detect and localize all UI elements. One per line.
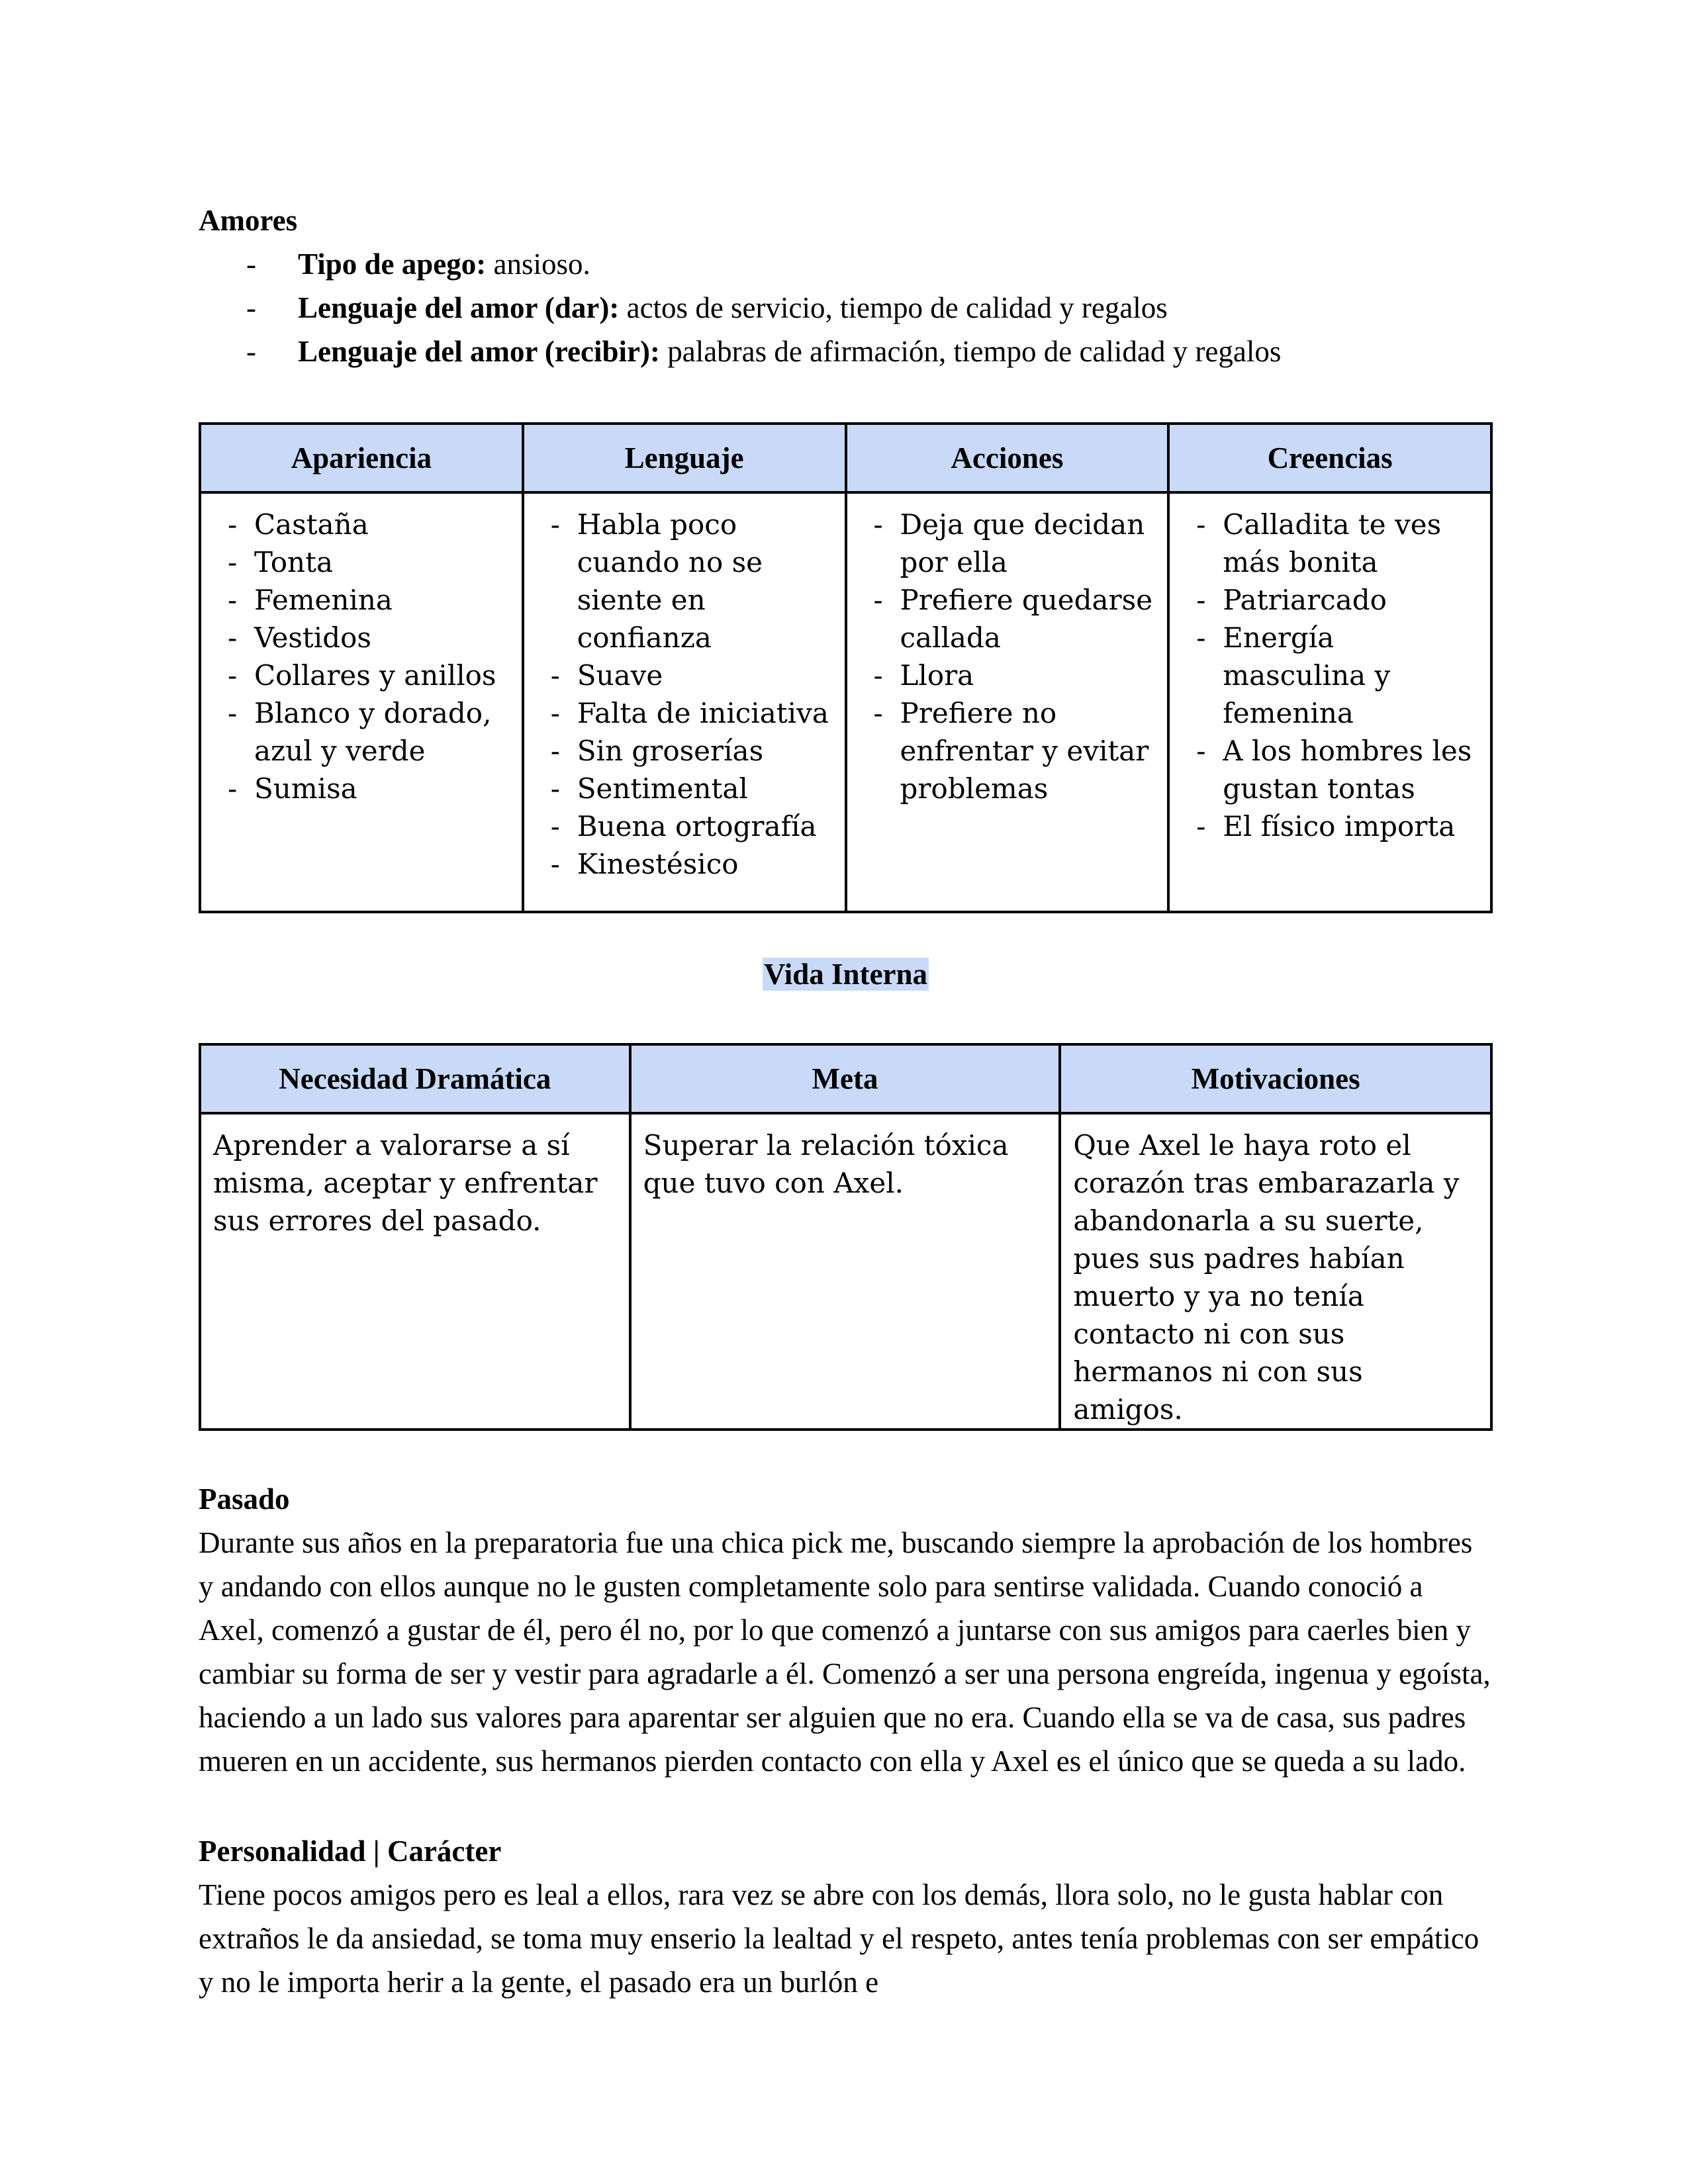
lenguaje-list xyxy=(551,506,838,883)
list-item: - Collares y anillos xyxy=(228,659,496,692)
list-item: - Calladita te ves más bonita xyxy=(1196,508,1442,578)
list-item: - Deja que decidan por ella xyxy=(873,508,1145,578)
list-item: - El físico importa xyxy=(1196,810,1456,842)
header-apariencia: Apariencia xyxy=(200,424,523,492)
amores-item-text: actos de servicio, tiempo de calidad y regalos xyxy=(619,291,1168,324)
document-page xyxy=(199,199,1493,2004)
apariencia-list xyxy=(228,506,515,807)
vida-interna-heading xyxy=(199,954,1493,994)
cell-creencias xyxy=(1168,492,1491,912)
list-item: - Suave xyxy=(550,659,663,692)
personalidad-text: Tiene pocos amigos pero es leal a ellos, rara vez se abre con los demás, llora solo, no le gusta hablar con extraños le da ansiedad, se toma muy enserio la lealtad y el respeto, antes tenía problemas con ser empático y no le importa herir a la gente, el pasado era un burlón e xyxy=(199,1878,1479,1999)
list-item: - Sin groserías xyxy=(550,735,764,767)
acciones-list xyxy=(874,506,1161,807)
pasado-section xyxy=(199,1477,1493,1783)
cell-lenguaje xyxy=(523,492,846,912)
list-item: - Llora xyxy=(873,659,974,692)
amores-item-text: palabras de afirmación, tiempo de calidad y regalos xyxy=(659,335,1282,368)
list-item: - Sentimental xyxy=(550,772,748,805)
vida-interna-title: Vida Interna xyxy=(763,958,928,991)
list-item: - Falta de iniciativa xyxy=(550,697,829,729)
list-item: - Prefiere no enfrentar y evitar problemas xyxy=(873,697,1149,805)
cell-meta: Superar la relación tóxica que tuvo con Axel. xyxy=(630,1113,1060,1430)
amores-item-text: ansioso. xyxy=(486,248,590,281)
personalidad-section xyxy=(199,1829,1493,2004)
list-item: - A los hombres les gustan tontas xyxy=(1196,735,1472,805)
cell-apariencia xyxy=(200,492,523,912)
amores-item: - Lenguaje del amor (recibir): palabras de afirmación, tiempo de calidad y regalos xyxy=(246,335,1282,368)
character-traits-table xyxy=(199,422,1493,913)
pasado-text: Durante sus años en la preparatoria fue una chica pick me, buscando siempre la aprobación de los hombres y andando con ellos aunque no le gusten completamente solo para sentirse validada. Cuando conoció a Axel, comenzó a gustar de él, pero él no, por lo que comenzó a juntarse con sus amigos para caerles bien y cambiar su forma de ser y vestir para agradarle a él. Comenzó a ser una persona engreída, ingenua y egoísta, haciendo a un lado sus valores para aparentar ser alguien que no era. Cuando ella se va de casa, sus padres mueren en un accidente, sus hermanos pierden contacto con ella y Axel es el único que se queda a su lado. xyxy=(199,1526,1491,1778)
header-creencias: Creencias xyxy=(1168,424,1491,492)
header-lenguaje: Lenguaje xyxy=(523,424,846,492)
amores-title: Amores xyxy=(199,204,298,237)
amores-item: - Tipo de apego: ansioso. xyxy=(246,248,590,281)
list-item: - Buena ortografía xyxy=(550,810,817,842)
list-item: - Tonta xyxy=(228,546,334,578)
vida-interna-table xyxy=(199,1043,1493,1431)
list-item: - Kinestésico xyxy=(550,848,739,880)
list-item: - Energía masculina y femenina xyxy=(1196,621,1391,729)
amores-list xyxy=(199,242,1493,373)
header-meta: Meta xyxy=(630,1044,1060,1113)
list-item: - Castaña xyxy=(228,508,369,541)
cell-necesidad-dramatica: Aprender a valorarse a sí misma, aceptar y enfrentar sus errores del pasado. xyxy=(200,1113,630,1430)
list-item: - Prefiere quedarse callada xyxy=(873,584,1153,654)
list-item: - Blanco y dorado, azul y verde xyxy=(228,697,492,767)
creencias-list xyxy=(1196,506,1483,845)
list-item: - Habla poco cuando no se siente en confianza xyxy=(550,508,763,654)
list-item: - Sumisa xyxy=(228,772,357,805)
cell-acciones xyxy=(846,492,1169,912)
amores-item-label: Tipo de apego: xyxy=(298,248,487,281)
header-motivaciones: Motivaciones xyxy=(1060,1044,1491,1113)
header-acciones: Acciones xyxy=(846,424,1169,492)
cell-motivaciones: Que Axel le haya roto el corazón tras embarazarla y abandonarla a su suerte, pues sus padres habían muerto y ya no tenía contacto ni con sus hermanos ni con sus amigos. xyxy=(1060,1113,1491,1430)
amores-item-label: Lenguaje del amor (dar): xyxy=(298,291,620,324)
list-item: - Femenina xyxy=(228,584,393,616)
amores-item-label: Lenguaje del amor (recibir): xyxy=(298,335,660,368)
pasado-title: Pasado xyxy=(199,1482,290,1516)
header-necesidad-dramatica: Necesidad Dramática xyxy=(200,1044,630,1113)
list-item: - Patriarcado xyxy=(1196,584,1387,616)
amores-item: - Lenguaje del amor (dar): actos de servicio, tiempo de calidad y regalos xyxy=(246,291,1168,324)
personalidad-title: Personalidad | Carácter xyxy=(199,1835,502,1868)
list-item: - Vestidos xyxy=(228,621,371,654)
